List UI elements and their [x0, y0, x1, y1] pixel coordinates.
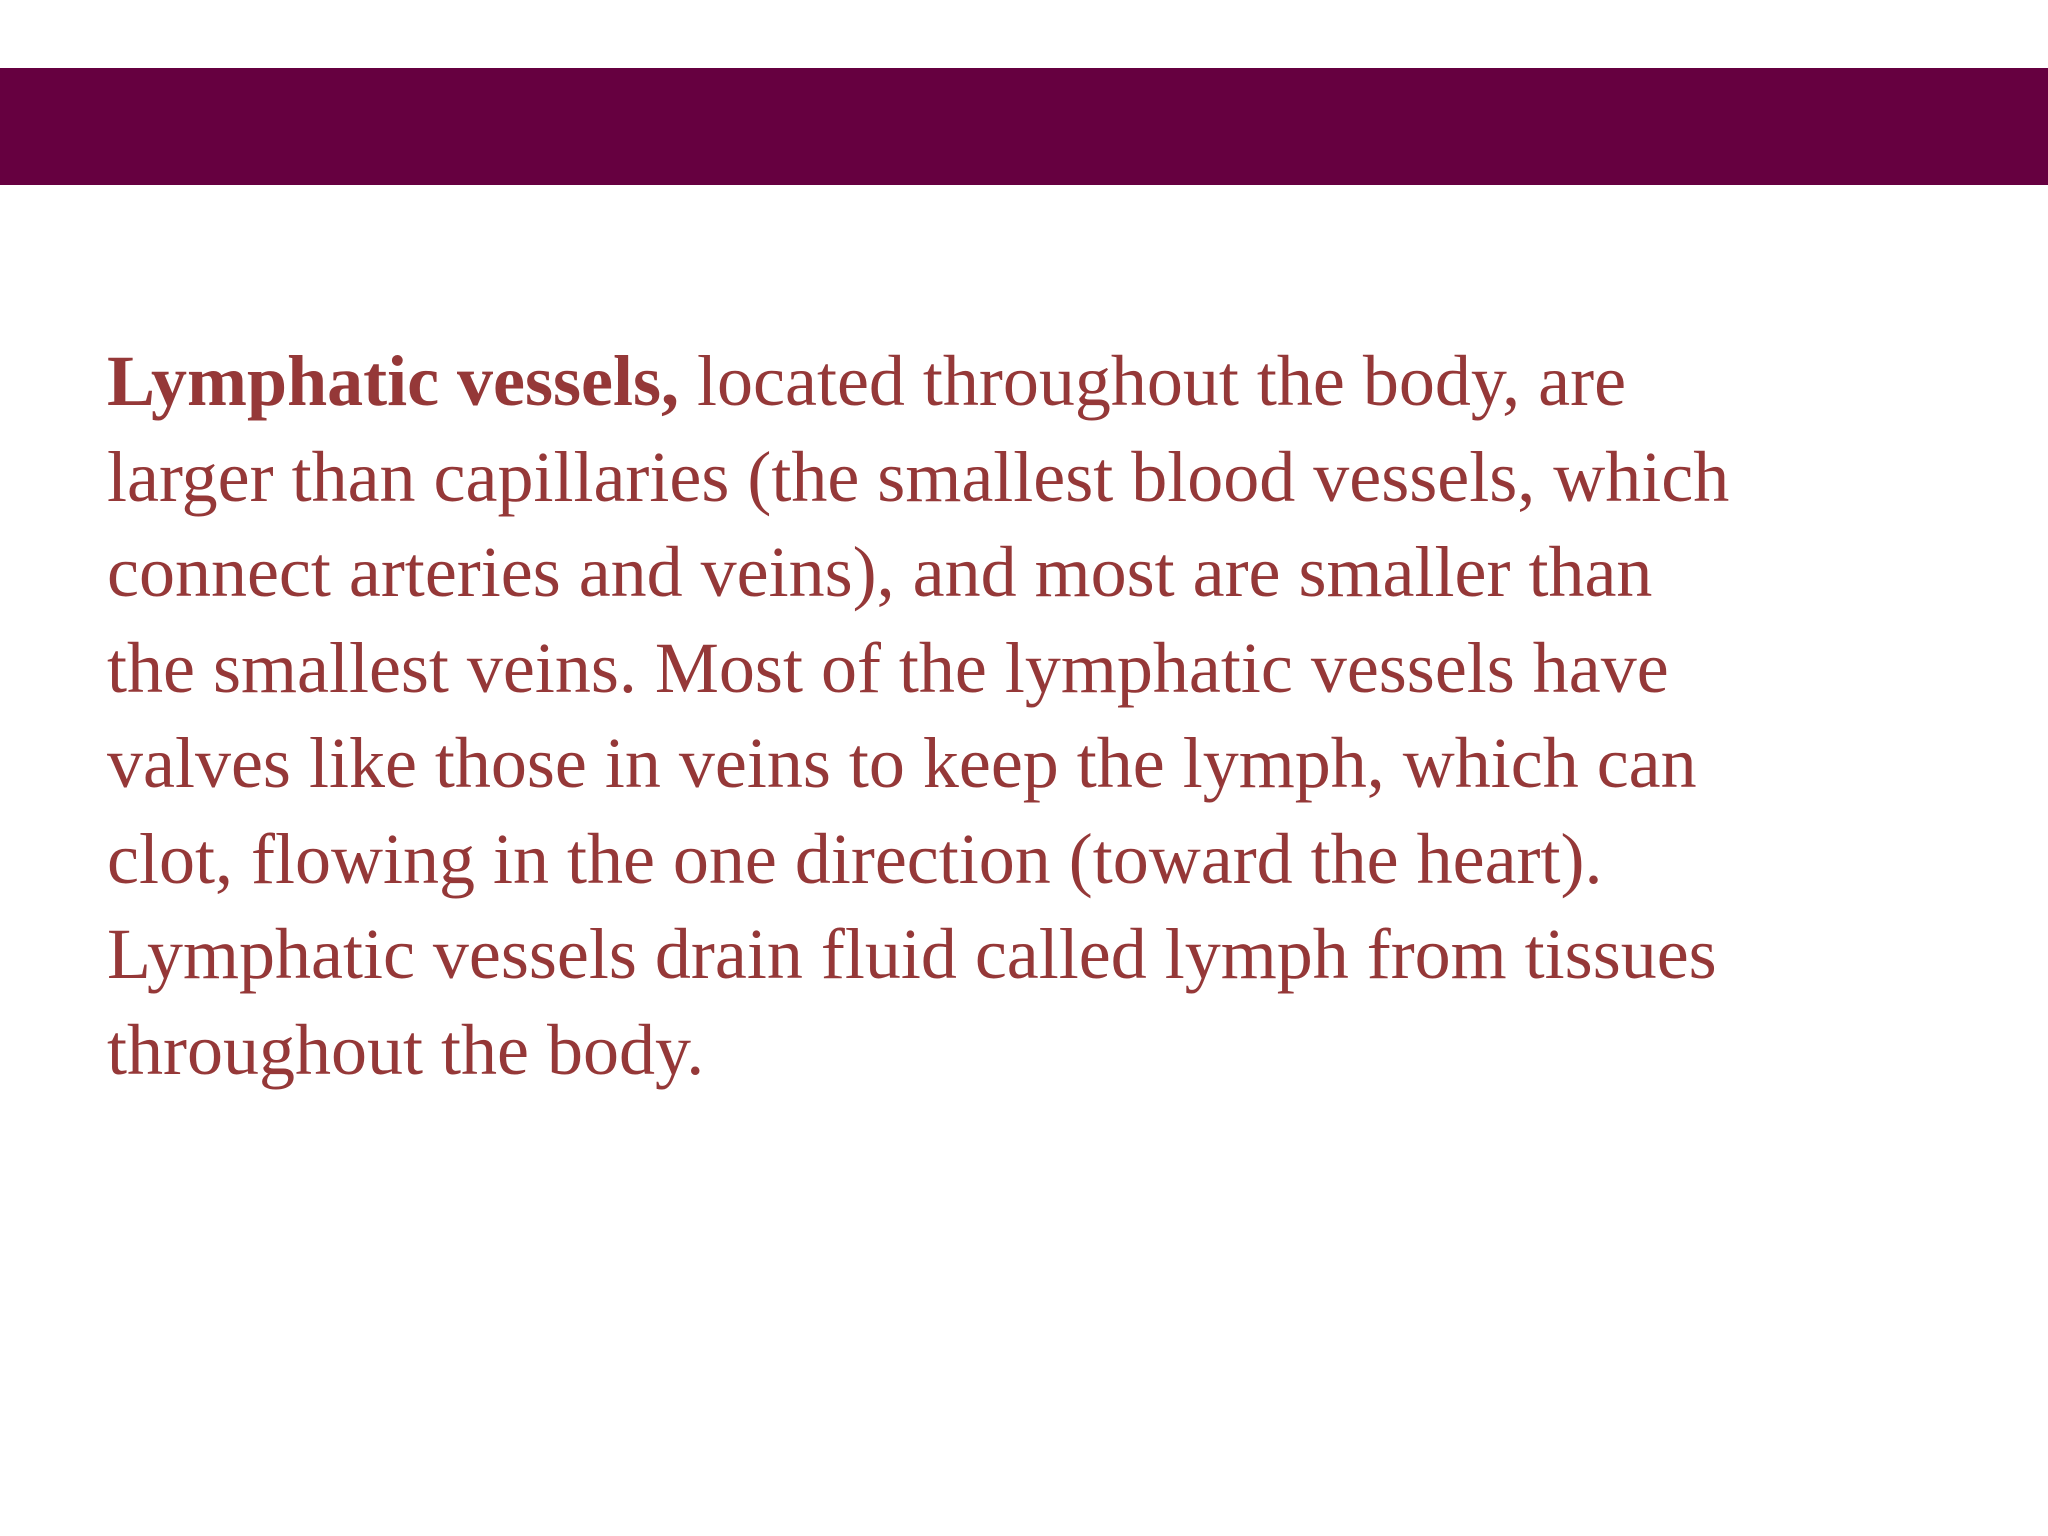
lead-term: Lymphatic vessels, — [107, 341, 680, 421]
body-paragraph — [107, 334, 1987, 1098]
body-text: located throughout the body, are larger than capillaries (the smallest blood vessels, which connect arteries and veins), and most are smaller than the smallest veins. Most of the lymphatic vessels have valves like those in veins to keep the lymph, which can clot, flowing in the one direction (toward the heart). Lymphatic vessels drain fluid called lymph from tissues throughout the body. — [107, 341, 1730, 1090]
header-band — [0, 68, 2048, 185]
